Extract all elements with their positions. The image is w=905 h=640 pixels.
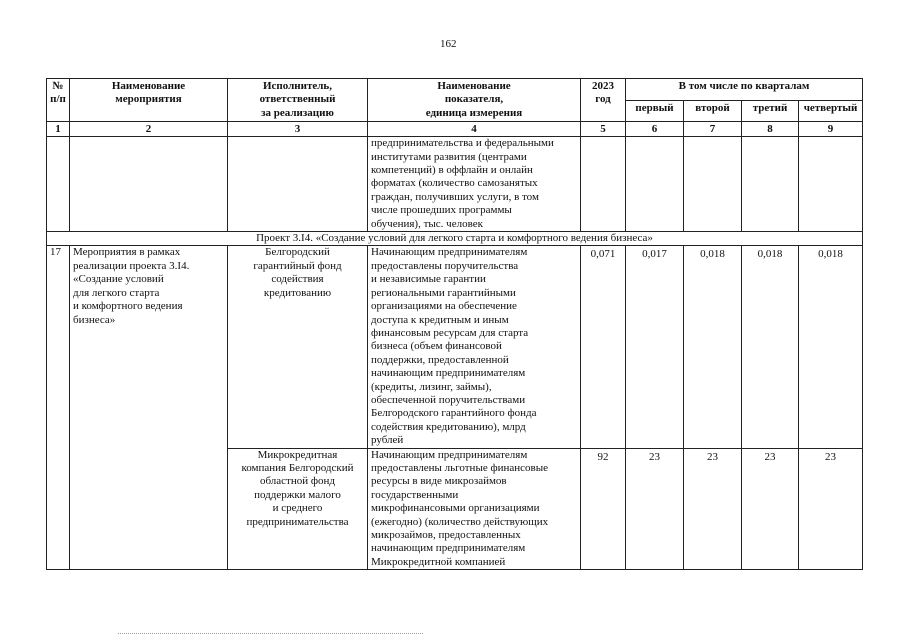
row-number: 17 (47, 246, 70, 570)
row-year-value: 92 (581, 448, 626, 570)
page-number: 162 (440, 38, 457, 50)
cell-empty (228, 137, 368, 232)
column-number: 1 (47, 122, 70, 137)
cell-empty (742, 137, 799, 232)
header-q2: второй (684, 100, 742, 122)
row-executor: Белгородский гарантийный фонд содействия кредитованию (228, 246, 368, 448)
header-indicator: Наименование показателя, единица измерения (368, 79, 581, 122)
cell-empty (799, 137, 863, 232)
header-q1: первый (626, 100, 684, 122)
row-q4-value: 0,018 (799, 246, 863, 448)
header-q4: четвертый (799, 100, 863, 122)
header-event: Наименование мероприятия (70, 79, 228, 122)
column-number: 9 (799, 122, 863, 137)
header-q3: третий (742, 100, 799, 122)
row-q1-value: 0,017 (626, 246, 684, 448)
header-executor: Исполнитель, ответственный за реализацию (228, 79, 368, 122)
row-q3-value: 23 (742, 448, 799, 570)
row-event: Мероприятия в рамках реализации проекта 3.I4. «Создание условий для легкого старта и комфортного ведения бизнеса» (70, 246, 228, 570)
continuation-row (47, 137, 863, 232)
table-row (47, 246, 863, 448)
column-number: 7 (684, 122, 742, 137)
continuation-indicator: предпринимательства и федеральными институтами развития (центрами компетенций) в оффлайн и онлайн форматах (количество самозанятых граждан, получивших услуги, в том числе прошедших программы обучения), тыс. человек (368, 137, 581, 232)
row-indicator: Начинающим предпринимателям предоставлены льготные финансовые ресурсы в виде микрозаймов государственными микрофинансовыми организациями (ежегодно) (количество действующих микрозаймов, предоставленных начинающим предпринимателям Микрокредитной компанией (368, 448, 581, 570)
header-quarters: В том числе по кварталам (626, 79, 863, 101)
table-header-row (47, 79, 863, 101)
column-number: 5 (581, 122, 626, 137)
cell-empty (47, 137, 70, 232)
cell-empty (626, 137, 684, 232)
project-title: Проект 3.I4. «Создание условий для легкого старта и комфортного ведения бизнеса» (47, 232, 863, 246)
cell-empty (581, 137, 626, 232)
column-number: 2 (70, 122, 228, 137)
row-q2-value: 23 (684, 448, 742, 570)
cell-empty (684, 137, 742, 232)
header-number: № п/п (47, 79, 70, 122)
scan-artifact-line (118, 633, 423, 634)
row-q1-value: 23 (626, 448, 684, 570)
column-number: 8 (742, 122, 799, 137)
row-indicator: Начинающим предпринимателям предоставлены поручительства и независимые гарантии региональными гарантийными организациями на обеспечение доступа к кредитным и иным финансовым ресурсам для старта бизнеса (объем финансовой поддержки, предоставленной начинающим предпринимателям (кредиты, лизинг, займы), обеспеченной поручительствами Белгородского гарантийного фонда содействия кредитованию), млрд рублей (368, 246, 581, 448)
cell-empty (70, 137, 228, 232)
column-number: 4 (368, 122, 581, 137)
activities-table (46, 78, 863, 570)
row-q3-value: 0,018 (742, 246, 799, 448)
project-row (47, 232, 863, 246)
column-number: 3 (228, 122, 368, 137)
row-q4-value: 23 (799, 448, 863, 570)
header-year: 2023 год (581, 79, 626, 122)
row-q2-value: 0,018 (684, 246, 742, 448)
row-executor: Микрокредитная компания Белгородский областной фонд поддержки малого и среднего предпринимательства (228, 448, 368, 570)
row-year-value: 0,071 (581, 246, 626, 448)
column-numbers-row (47, 122, 863, 137)
column-number: 6 (626, 122, 684, 137)
